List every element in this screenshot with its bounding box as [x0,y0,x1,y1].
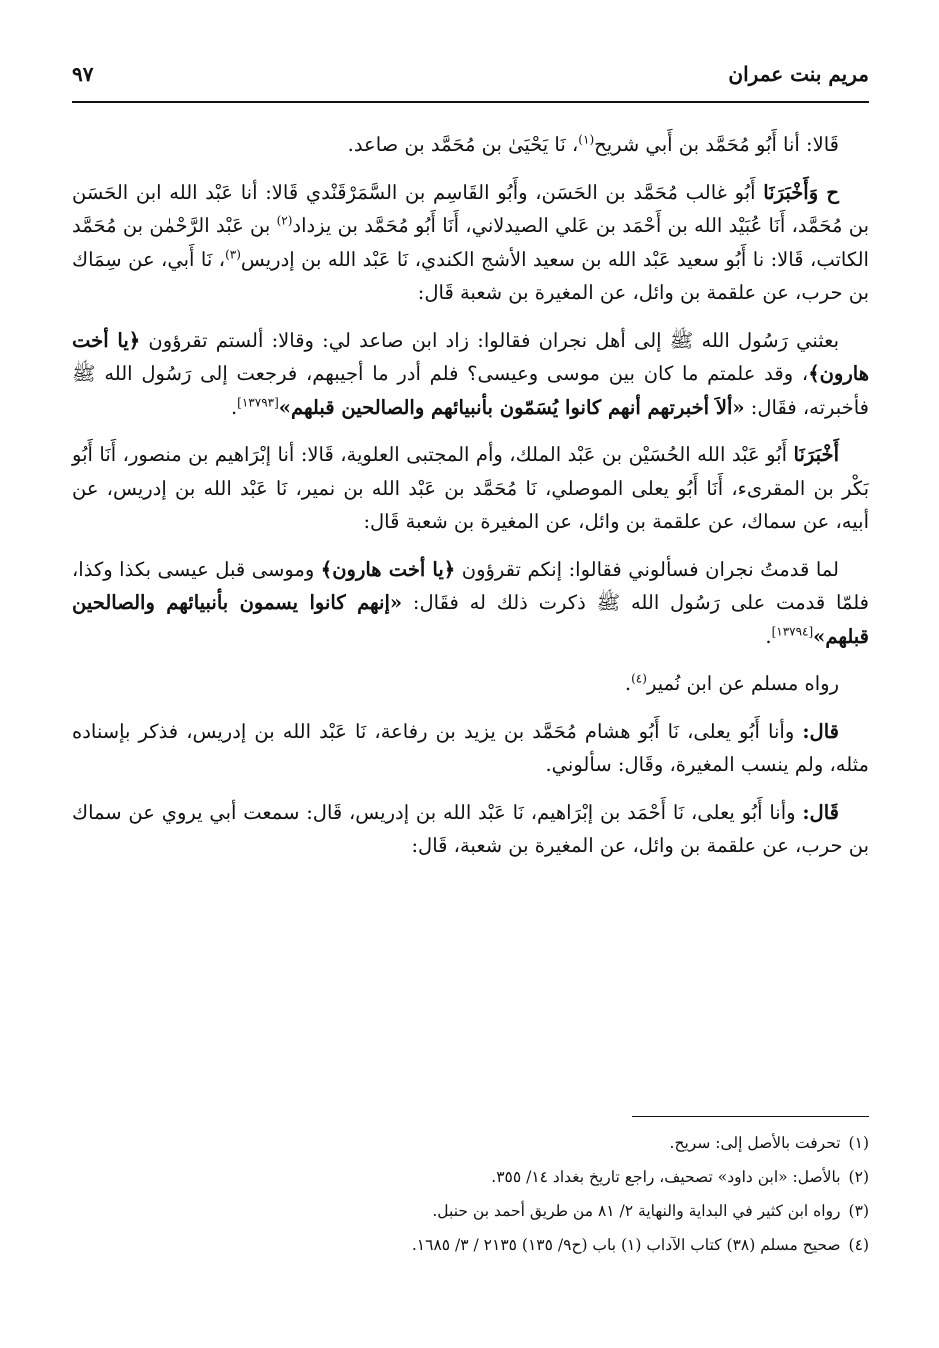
quran-quote: ﴿يا أخت هارون﴾ [72,328,869,385]
footnote-3 [72,1194,869,1228]
text-run: قَالا: أنا أَبُو مُحَمَّد بن أَبي شريح [594,133,839,156]
hadith-quote: «إنهم كانوا يسمون بأنبيائهم والصالحين قبلهم» [72,591,869,648]
paragraph-1 [72,128,869,162]
footnote-text: رواه ابن كثير في البداية والنهاية ٢/ ٨١ من طريق أحمد بن حنبل. [432,1202,841,1220]
footnote-text: بالأصل: «ابن داود» تصحيف، راجع تاريخ بغداد ١٤/ ٣٥٥. [491,1168,841,1186]
footnote-ref[interactable]: (٣) [225,247,241,261]
isnad-lead: أَخْبَرَنَا [793,443,839,466]
main-text [72,128,869,863]
text-run: ، نَا يَحْيَىٰ بن مُحَمَّد بن صاعد. [347,133,579,156]
footnote-number: (١) [848,1134,869,1152]
text-run: وأنا أَبُو يعلى، نَا أَحْمَد بن إبْرَاهيم، نَا عَبْد الله بن إدريس، قَال: سمعت أبي يروي عن سماك بن حرب، عن علقمة بن وائل، عن المغيرة بن شعبة، قَال: [72,800,869,857]
text-run: . [765,624,772,648]
header-rule [72,101,869,103]
text-run: بعثني رَسُول الله ﷺ إلى أهل نجران فقالوا: زاد ابن صاعد لي: وقالا: ألستم تقرؤون [140,328,839,352]
isnad-lead: قَال: [802,800,839,824]
text-run: ، وقد علمتم ما كان بين موسى وعيسى؟ فلم أدر ما أجيبهم، فرجعت إلى رَسُول الله ﷺ فأخبرته، فقَال: [72,362,869,419]
paragraph-6 [72,667,869,701]
isnad-lead: ح وَأَخْبَرَنَا [763,180,840,204]
footnote-1 [72,1126,869,1160]
footnote-4 [72,1228,869,1262]
quran-quote: ﴿يا أخت هارون﴾ [320,557,456,581]
text-run: وأنا أَبُو يعلى، نَا أَبُو هشام مُحَمَّد بن يزيد بن رفاعة، نَا عَبْد الله بن إدريس، فذكر بإسناده مثله، ولم ينسب المغيرة، وقَال: سألوني. [72,719,869,776]
page-header [72,58,869,98]
text-run: . [230,395,238,419]
footnote-text: تحرفت بالأصل إلى: سريح. [669,1134,841,1152]
footnote-ref[interactable]: (٤) [631,671,647,686]
hadith-number: [١٣٧٩٣] [237,395,279,409]
footnote-2 [72,1160,869,1194]
paragraph-8 [72,796,869,863]
footnote-number: (٣) [848,1202,869,1220]
footnote-text: صحيح مسلم (٣٨) كتاب الآداب (١) باب (ح٩/ ١٣٥) ٢١٣٥ / ٣/ ١٦٨٥. [411,1236,841,1254]
hadith-number: [١٣٧٩٤] [771,624,814,638]
footnote-number: (٢) [848,1168,869,1186]
footnotes [72,1126,869,1262]
paragraph-4 [72,438,869,539]
footnote-rule [632,1116,869,1117]
text-run: رواه مسلم عن ابن نُمير [646,672,839,695]
paragraph-2 [72,176,869,310]
paragraph-3 [72,324,869,425]
footnote-ref[interactable]: (١) [578,132,595,147]
paragraph-5 [72,553,869,654]
page-number: ٩٧ [72,62,94,86]
text-run: بن عَبْد الرَّحْمٰن بن مُحَمَّد الكاتب، قَالا: نا أَبُو سعيد عَبْد الله بن سعيد الأشج الكندي، نَا عَبْد الله بن إدريس [72,214,869,271]
text-run: وموسى قبل عيسى بكذا وكذا، فلمّا قدمت على رَسُول الله ﷺ ذكرت ذلك له فقَال: [72,557,870,614]
text-run: لما قدمتُ نجران فسألوني فقالوا: إنكم تقرؤون [455,557,839,581]
hadith-quote: «ألاَ أخبرتهم أنهم كانوا يُسَمّون بأنبيائهم والصالحين قبلهم» [278,395,745,419]
chapter-title: مريم بنت عمران [728,62,869,86]
text-run: أَبُو غالب مُحَمَّد بن الحَسَن، وأَبُو القَاسِم بن السَّمَرْقَنْدي قَالا: أنا عَبْد الله ابن الحَسَن بن مُحَمَّد، أَنَا عُبَيْد الله بن أَحْمَد بن عَلي الصيدلاني، أَنَا أَبُو مُحَمَّد بن يزداد [72,180,870,237]
paragraph-7 [72,715,869,782]
text-run: أَبُو عَبْد الله الحُسَيْن بن عَبْد الملك، وأم المجتبى العلوية، قَالا: أنا إبْرَاهيم بن منصور، أَنَا أَبُو بَكْر بن المقرىء، أَنَا أَبُو يعلى الموصلي، نَا مُحَمَّد بن عَبْد الله بن نمير، نَا عَبْد الله بن إدريس، عن أبيه، عن سماك، عن علقمة بن وائل، عن المغيرة بن شعبة قَال: [72,443,869,533]
text-run: . [624,672,632,695]
text-run: ، نَا أَبي، عن سِمَاك بن حرب، عن علقمة بن وائل، عن المغيرة بن شعبة قَال: [72,247,869,304]
isnad-lead: قال: [802,719,839,743]
footnote-ref[interactable]: (٢) [276,213,293,228]
footnote-number: (٤) [848,1236,869,1254]
